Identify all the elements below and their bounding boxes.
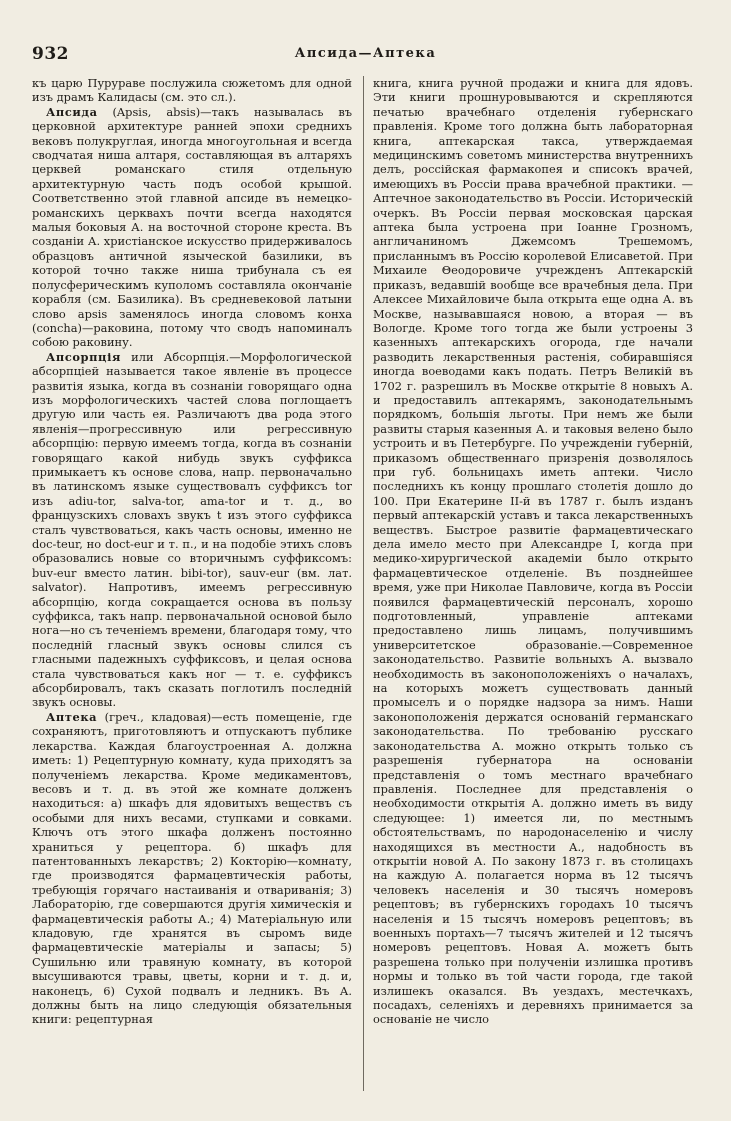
entry-apteka-continued: книга, книга ручной продажи и книга для ядовъ. Эти книги прошнуровываются и скрепляются печатью врачебнаго отделенія губернскаго правленія. Кроме того должна быть лабораторная книга, аптекарская такса, утверждаемая медицинскимъ советомъ министерства внутреннихъ делъ, россійская фармакопея и списокъ врачей, имеющихъ въ Россіи права врачебной практики. — Аптечное законодательство въ Россіи. Историческій очеркъ. Въ Россіи первая московская царская аптека была устроена при Іоанне Грозномъ, англичаниномъ Джемсомъ Трешемомъ, присланнымъ въ Россію королевой Елисаветой. При Михаиле Θеодоровиче учрежденъ Аптекарскій приказъ, ведавшій вообще все врачебныя дела. При Алексее Михайловиче была открыта еще одна А. въ Москве, называвшаяся новою, а вторая — въ Вологде. Кроме того тогда же были устроены 3 казенныхъ аптекарскихъ огорода, где начали разводить лекарственныя растенія, собиравшіяся иногда воеводами какъ подать. Петръ Великій въ 1702 г. разрешилъ въ Москве открытіе 8 новыхъ А. и предоставилъ аптекарямъ, законодательнымъ порядкомъ, большія льготы. При немъ же были развиты старыя казенныя А. и таковыя велено было устроить и въ Петербурге. По учрежденіи губерній, приказомъ общественнаго призренія дозволялось при губ. больницахъ иметь аптеки. Число последнихъ къ концу прошлаго столетія дошло до 100. При Екатерине II-й въ 1787 г. былъ изданъ первый аптекарскій уставъ и такса лекарственныхъ веществъ. Быстрое развитіе фармацевтическаго дела имело место при Александре I, когда при медико-хирургической академіи было открыто фармацевтическое отделеніе. Въ позднейшее время, уже при Николае Павловиче, когда въ Россіи появился фармацевтическій персоналъ, хорошо подготовленный, управленіе аптеками предоставлено лишь лицамъ, получившимъ университетское образованіе.—Современное законодательство. Развитіе вольныхъ А. вызвало необходимость въ законоположеніяхъ о началахъ, на которыхъ можетъ существовать данный промыселъ и о порядке надзора за нимъ. Наши законоположенія держатся основаній германскаго законодательства. По требованію русскаго законодательства А. можно открыть только съ разрешенія губернатора на основаніи представленія о томъ местнаго врачебнаго правленія. Последнее для представленія о необходимости открытія А. должно иметь въ виду следующее: 1) имеется ли, по местнымъ обстоятельствамъ, по народонаселенію и числу находящихся въ местности А., надобность въ открытіи новой А. По закону 1873 г. въ столицахъ на каждую А. полагается норма въ 12 тысячъ человекъ населенія и 30 тысячъ номеровъ рецептовъ; въ губернскихъ городахъ 10 тысячъ населенія и 15 тысячъ номеровъ рецептовъ; въ военныхъ портахъ—7 тысячъ жителей и 12 тысячъ номеровъ рецептовъ. Новая А. можетъ быть разрешена только при полученіи излишка противъ нормы и только въ той части города, где такой излишекъ оказался. Въ уездахъ, местечкахъ, посадахъ, селеніяхъ и деревняхъ принимается за основаніе не число [373, 76, 693, 1027]
entry-apteka [32, 710, 352, 1027]
entry-apsida [32, 105, 352, 350]
entry-apsorpciya [32, 350, 352, 710]
headword-apsida: Апсида [46, 104, 98, 119]
running-title: Апсида—Аптека [294, 46, 437, 61]
page-number: 932 [32, 44, 69, 64]
entry-apsorpciya-text: или Абсорпція.—Морфологической абсорпціей называется такое явленіе въ процессе развитія языка, когда въ сознаніи говорящаго одна изъ морфологическихъ частей слова поглощаетъ другую или часть ея. Различаютъ два рода этого явленія—прогрессивную или регрессивную абсорпцію: первую имеемъ тогда, когда въ сознаніи говорящаго какой нибудь звукъ суффикса примыкаетъ къ основе слова, напр. первоначально въ латинскомъ языке существовалъ суффиксъ tor изъ adiu-tor, salva-tor, ama-tor и т. д., во французскихъ словахъ звукъ t изъ этого суффикса сталъ чувствоваться, какъ часть основы, именно не doc-teur, но doct-eur и т. п., и на подобіе этихъ словъ образовались новые со вторичнымъ суффиксомъ: buv-eur вместо латин. bibi-tor), sauv-eur (вм. лат. salvator). Напротивъ, имеемъ регрессивную абсорпцію, когда сокращается основа въ пользу суффикса, такъ напр. первоначальной основой было нога—но съ теченіемъ времени, благодаря тому, что последній гласный звукъ основы слился съ гласными падежныхъ суффиксовъ, и целая основа стала чувствоваться какъ ног — т. е. суффиксъ абсорбировалъ, такъ сказать поглотилъ последній звукъ основы. [32, 349, 352, 710]
headword-apsorpciya: Апсорпція [46, 349, 122, 364]
entry-apteka-text: (греч., кладовая)—есть помещеніе, где сохраняютъ, приготовляютъ и отпускаютъ публике лекарства. Каждая благоустроенная А. должна иметь: 1) Рецептурную комнату, куда приходятъ за полученіемъ лекарства. Кроме медикаментовъ, весовъ и т. д. въ этой же комнате долженъ находиться: а) шкафъ для ядовитыхъ веществъ съ особыми для нихъ весами, ступками и совками. Ключъ отъ этого шкафа долженъ постоянно храниться у рецептора. б) шкафъ для патентованныхъ лекарствъ; 2) Кокторію—комнату, где производятся фармацевтическія работы, требующія горячаго настаиванія и отвариванія; 3) Лабораторію, где совершаются другія химическія и фармацевтическія работы А.; 4) Матеріальную или кладовую, где хранятся въ сыромъ виде фармацевтическіе матеріалы и запасы; 5) Сушильню или травяную комнату, въ которой высушиваются травы, цветы, корни и т. д. и, наконецъ, 6) Сухой подвалъ и ледникъ. Въ А. должны быть на лицо следующія обязательныя книги: рецептурная [32, 709, 352, 1027]
entry-apsida-text: (Apsis, absis)—такъ называлась въ церковной архитектуре ранней эпохи среднихъ вековъ полукруглая, иногда многоугольная и всегда сводчатая ниша алтаря, составляющая въ алтаряхъ церквей романскаго стиля отдельную архитектурную часть подъ особой крышой. Соответственно этой главной апсиде въ немецко-романскихъ церквахъ почти всегда находятся малыя боковыя А. на восточной стороне креста. Въ созданіи А. христіанское искусство придерживалось образцовъ античной языческой базилики, въ которой точно также ниша трибунала съ ея полусферическимъ куполомъ составляла окончаніе корабля (см. Базилика). Въ средневековой латыни слово apsis заменялось иногда словомъ конха (concha)—раковина, потому что сводъ напоминалъ собою раковину. [32, 104, 352, 350]
paragraph-continuation: къ царю Пурураве послужила сюжетомъ для одной изъ драмъ Калидасы (см. это сл.). [32, 76, 352, 105]
column-divider [363, 76, 364, 1091]
right-column [373, 76, 693, 1027]
headword-apteka: Аптека [46, 709, 98, 724]
left-column [32, 76, 352, 1027]
